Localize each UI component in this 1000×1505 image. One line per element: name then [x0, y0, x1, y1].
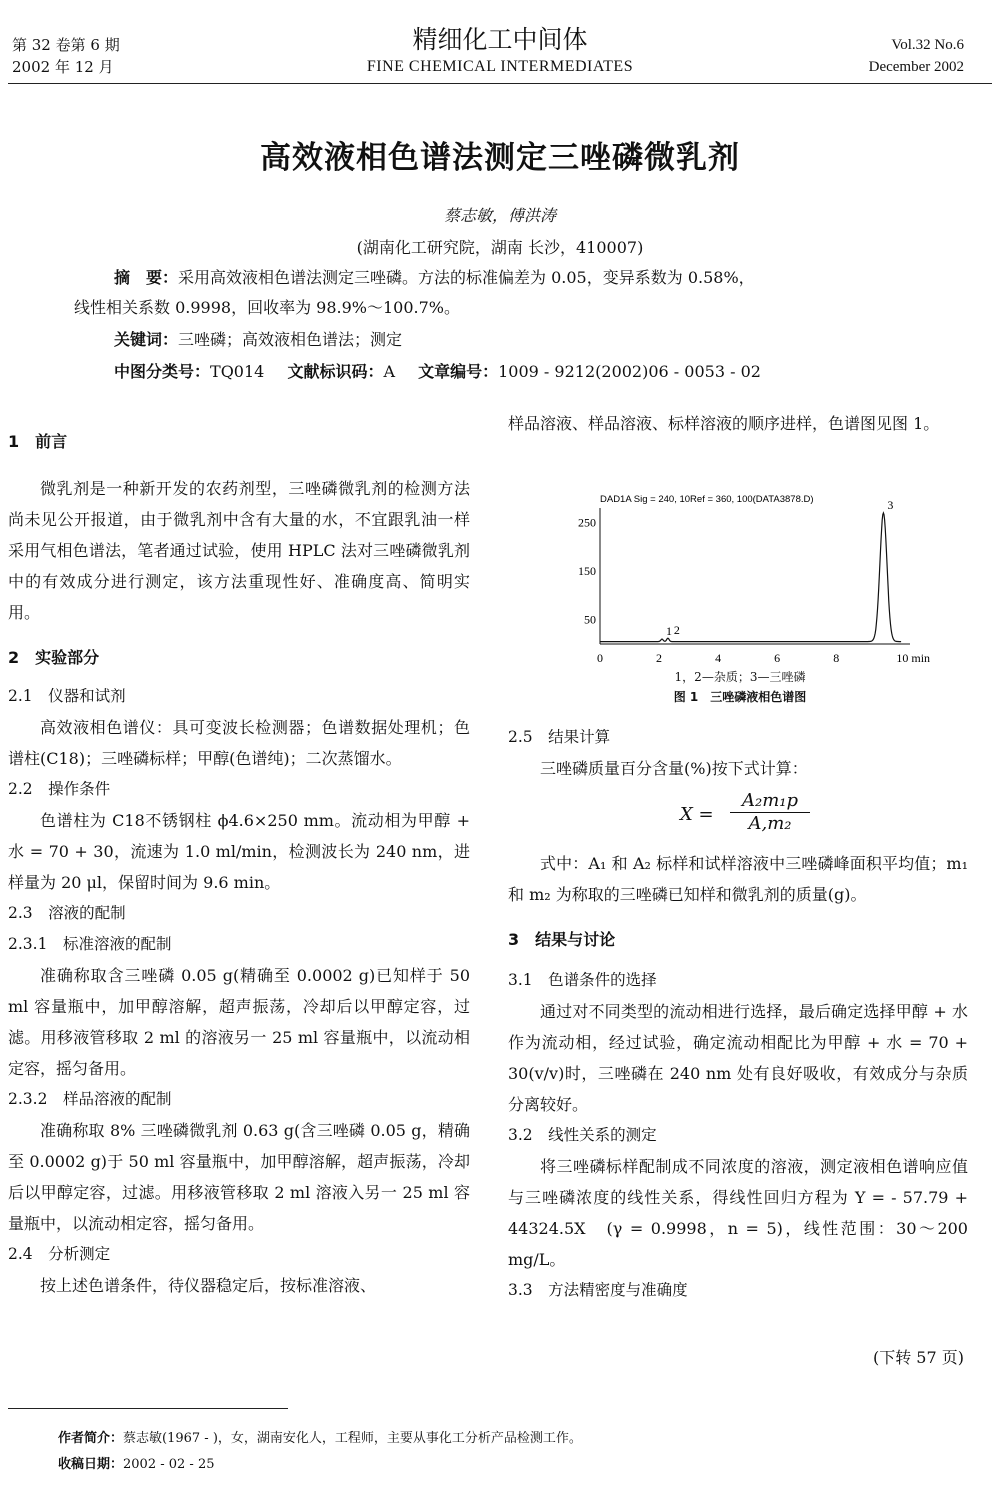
clc-value: TQ014 — [210, 362, 265, 381]
section-3-2-title: 3.2 线性关系的测定 — [508, 1126, 657, 1144]
x-tick-label: 0 — [597, 651, 603, 665]
x-tick-label: 8 — [833, 651, 840, 665]
x-tick-label: 2 — [656, 651, 663, 665]
authors: 蔡志敏，傅洪涛 — [443, 206, 556, 225]
header-center — [0, 24, 1000, 78]
continued-note: (下转 57 页) — [872, 1348, 964, 1367]
footnote-author — [58, 1426, 582, 1452]
x-tick-label: 6 — [774, 651, 781, 665]
section-3-title: 3 结果与讨论 — [508, 930, 616, 949]
article-value: 1009 - 9212(2002)06 - 0053 - 02 — [498, 362, 761, 381]
section-2-2-title: 2.2 操作条件 — [8, 780, 111, 798]
section-2-3-2-title: 2.3.2 样品溶液的配制 — [8, 1090, 172, 1108]
abstract-text-1: 采用高效液相色谱法测定三唑磷。方法的标准偏差为 0.05，变异系数为 0.58%， — [178, 268, 755, 287]
section-2-2-paragraph: 色谱柱为 C18不锈钢柱 ϕ4.6×250 mm。流动相为甲醇 + 水 = 70 + 30，流速为 1.0 ml/min，检测波长为 240 nm，进样量为 20 μl，保留时间为 9.6 min。 — [8, 811, 470, 892]
section-2-5-title: 2.5 结果计算 — [508, 728, 611, 746]
section-2-5-paragraph: 三唑磷质量百分含量(%)按下式计算： — [540, 759, 808, 778]
volume-en: Vol.32 No.6 — [891, 37, 964, 53]
volume-cn: 第 32 卷第 6 期 — [12, 36, 120, 54]
section-3-2-paragraph: 将三唑磷标样配制成不同浓度的溶液，测定液相色谱响应值与三唑磷浓度的线性关系，得线性回归方程为 Y = - 57.79 + 44324.5X (γ = 0.9998，n = 5)，线性范围：30～200 mg/L。 — [508, 1157, 968, 1269]
footnote-received — [58, 1452, 215, 1478]
journal-name-cn: 精细化工中间体 — [412, 25, 588, 54]
header-rule — [8, 83, 992, 84]
chromatogram-trace — [600, 513, 901, 642]
peak-label-3: 3 — [887, 497, 894, 512]
section-2-4-title: 2.4 分析测定 — [8, 1245, 111, 1263]
footnote-author-label: 作者简介： — [58, 1431, 124, 1446]
footnote-author-text: 蔡志敏(1967 - )，女，湖南安化人，工程师，主要从事化工分析产品检测工作。 — [123, 1431, 582, 1446]
formula-lhs: X = — [680, 804, 714, 825]
peak-label-1: 1 — [666, 624, 672, 639]
section-2-title: 2 实验部分 — [8, 648, 100, 667]
section-2-5-paragraph-2: 式中：A₁ 和 A₂ 标样和试样溶液中三唑磷峰面积平均值；m₁ 和 m₂ 为称取的三唑磷已知样和微乳剂的质量(g)。 — [508, 854, 968, 904]
section-1-title: 1 前言 — [8, 432, 68, 451]
keywords-text: 三唑磷；高效液相色谱法；测定 — [178, 330, 403, 349]
date-cn: 2002 年 12 月 — [12, 58, 114, 76]
chart-title: DAD1A Sig = 240, 10Ref = 360, 100(DATA3878.D) — [600, 494, 814, 505]
formula-fraction — [730, 790, 810, 834]
doc-label: 文献标识码： — [287, 362, 384, 381]
right-column-top — [508, 408, 968, 439]
keywords-label: 关键词： — [114, 330, 179, 349]
doc-value: A — [383, 362, 396, 381]
section-3-3-title: 3.3 方法精密度与准确度 — [508, 1281, 688, 1299]
x-tick-label: 4 — [715, 651, 722, 665]
section-2-3-2-paragraph: 准确称取 8% 三唑磷微乳剂 0.63 g(含三唑磷 0.05 g，精确至 0.0002 g)于 50 ml 容量瓶中，加甲醇溶解，超声振荡，冷却后以甲醇定容，过滤。用移液管移取 2 ml 溶液入另一 25 ml 容量瓶中，以流动相定容，摇匀备用。 — [8, 1121, 470, 1233]
section-2-3-1-title: 2.3.1 标准溶液的配制 — [8, 935, 172, 953]
abstract-label: 摘 要： — [114, 268, 179, 287]
keywords — [114, 325, 974, 355]
affiliation: (湖南化工研究院，湖南 长沙，410007) — [356, 238, 644, 257]
footnote-received-text: 2002 - 02 - 25 — [123, 1457, 215, 1472]
footnote-received-label: 收稿日期： — [58, 1457, 124, 1472]
section-2-3-title: 2.3 溶液的配制 — [8, 904, 126, 922]
section-2-4-paragraph: 按上述色谱条件，待仪器稳定后，按标准溶液、 — [40, 1276, 377, 1295]
y-tick-label: 250 — [578, 515, 596, 530]
clc-label: 中图分类号： — [114, 362, 211, 381]
x-tick-label: 10 min — [896, 651, 931, 665]
y-tick-label: 50 — [584, 612, 596, 627]
left-column — [8, 426, 470, 1301]
header-right — [869, 34, 964, 78]
abstract-line-2: 线性相关系数 0.9998，回收率为 98.9%～100.7%。 — [74, 298, 460, 317]
journal-name-en: FINE CHEMICAL INTERMEDIATES — [366, 58, 634, 75]
formula-denominator: A,m₂ — [748, 813, 792, 834]
section-2-1-paragraph: 高效液相色谱仪：具可变波长检测器；色谱数据处理机；色谱柱(C18)；三唑磷标样；甲醇(色谱纯)；二次蒸馏水。 — [8, 718, 470, 768]
article-label: 文章编号： — [418, 362, 499, 381]
y-tick-label: 150 — [578, 564, 596, 579]
section-2-1-title: 2.1 仪器和试剂 — [8, 687, 126, 705]
section-3-1-title: 3.1 色谱条件的选择 — [508, 971, 657, 989]
section-1-paragraph: 微乳剂是一种新开发的农药剂型，三唑磷微乳剂的检测方法尚未见公开报道，由于微乳剂中含有大量的水，不宜跟乳油一样采用气相色谱法，笔者通过试验，使用 HPLC 法对三唑磷微乳剂中的有效成分进行测定，该方法重现性好、准确度高、简明实用。 — [8, 479, 470, 622]
date-en: December 2002 — [868, 59, 964, 75]
figure-legend: 1，2—杂质；3—三唑磷 — [674, 670, 806, 684]
formula — [680, 790, 880, 840]
footnote-rule — [8, 1408, 288, 1409]
continuation-paragraph: 样品溶液、样品溶液、标样溶液的顺序进样，色谱图见图 1。 — [508, 414, 940, 433]
classification — [114, 357, 974, 387]
formula-numerator: A₂m₁p — [730, 790, 810, 813]
section-2-3-1-paragraph: 准确称取含三唑磷 0.05 g(精确至 0.0002 g)已知样于 50 ml 容量瓶中，加甲醇溶解，超声振荡，冷却后以甲醇定容，过滤。用移液管移取 2 ml 的溶液另一 25 ml 容量瓶中，以流动相定容，摇匀备用。 — [8, 966, 470, 1078]
abstract-line-1 — [114, 263, 974, 293]
section-3-1-paragraph: 通过对不同类型的流动相进行选择，最后确定选择甲醇 + 水作为流动相，经过试验，确定流动相配比为甲醇 + 水 = 70 + 30(v/v)时，三唑磷在 240 nm 处有良好吸收，有效成分与杂质分离较好。 — [508, 1002, 968, 1114]
peak-label-2: 2 — [673, 623, 680, 638]
figure-caption: 图 1 三唑磷液相色谱图 — [673, 690, 807, 704]
paper-title: 高效液相色谱法测定三唑磷微乳剂 — [260, 140, 740, 176]
